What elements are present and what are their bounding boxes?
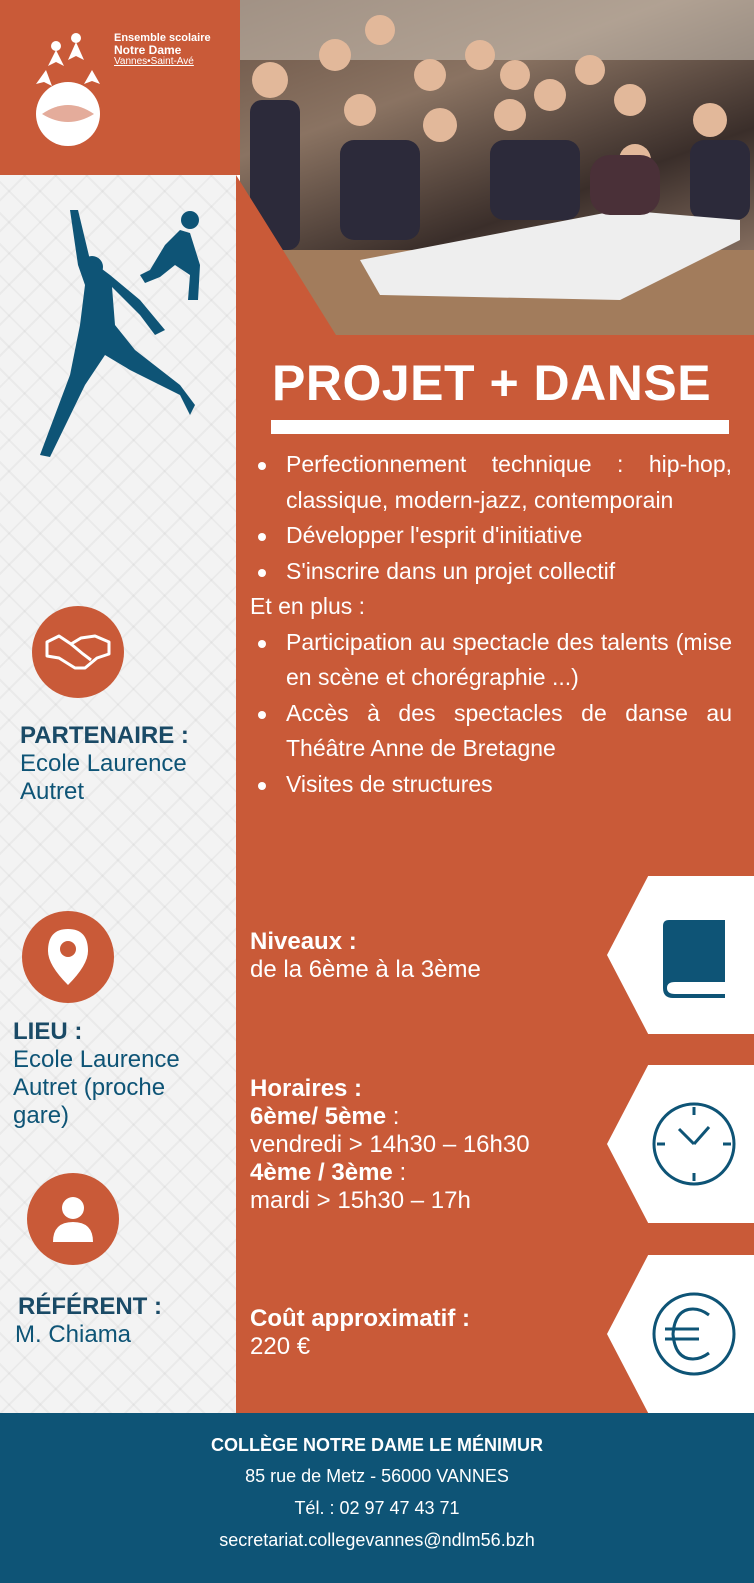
partner-label: PARTENAIRE : — [20, 722, 189, 749]
referent-block — [15, 1293, 162, 1349]
partner-value: Ecole Laurence Autret — [20, 750, 187, 805]
cost-value: 220 € — [250, 1333, 311, 1360]
page-title: PROJET + DANSE — [272, 355, 712, 411]
project-description — [250, 447, 732, 802]
partner-badge — [32, 606, 124, 698]
list-item: S'inscrire dans un projet collectif — [250, 554, 732, 590]
schedule-label: Horaires : — [250, 1075, 363, 1102]
schedule-time1: vendredi > 14h30 – 16h30 — [250, 1131, 530, 1158]
logo-box — [0, 0, 240, 175]
schedule-sep: : — [392, 1159, 407, 1186]
euro-icon — [649, 1289, 739, 1379]
levels-value: de la 6ème à la 3ème — [250, 956, 481, 983]
footer-email[interactable]: secretariat.collegevannes@ndlm56.bzh — [219, 1530, 535, 1550]
logo-line2: Notre Dame — [114, 43, 182, 57]
footer-address: 85 rue de Metz - 56000 VANNES — [245, 1466, 509, 1486]
school-logo-icon — [28, 26, 108, 146]
dancer-icon — [30, 205, 200, 465]
levels-block — [250, 928, 481, 984]
person-icon — [51, 1194, 95, 1244]
referent-badge — [27, 1173, 119, 1265]
partner-block — [20, 722, 220, 806]
place-block — [13, 1018, 213, 1130]
title-underline — [271, 420, 729, 434]
schedule-group2: 4ème / 3ème — [250, 1159, 393, 1186]
logo-line3: Vannes•Saint-Avé — [114, 56, 194, 67]
cost-label: Coût approximatif : — [250, 1305, 470, 1332]
extras-list — [250, 625, 732, 803]
group-photo — [240, 0, 754, 338]
list-item: Participation au spectacle des talents (mise en scène et chorégraphie ...) — [250, 625, 732, 696]
location-pin-icon — [46, 927, 90, 987]
levels-label: Niveaux : — [250, 928, 357, 955]
footer-phone: Tél. : 02 97 47 43 71 — [294, 1498, 460, 1518]
footer-school-name: COLLÈGE NOTRE DAME LE MÉNIMUR — [211, 1435, 543, 1455]
book-icon — [659, 916, 731, 1002]
list-item: Perfectionnement technique : hip-hop, classique, modern-jazz, contemporain — [250, 447, 732, 518]
list-item: Développer l'esprit d'initiative — [250, 518, 732, 554]
referent-label: RÉFÉRENT : — [18, 1293, 162, 1320]
schedule-block — [250, 1075, 530, 1215]
cost-block — [250, 1305, 470, 1361]
place-value: Ecole Laurence Autret (proche gare) — [13, 1046, 180, 1129]
list-item: Accès à des spectacles de danse au Théâtre Anne de Bretagne — [250, 696, 732, 767]
footer — [0, 1413, 754, 1583]
clock-icon — [649, 1099, 739, 1189]
referent-value: M. Chiama — [15, 1321, 132, 1348]
logo-line1: Ensemble scolaire — [114, 32, 211, 44]
schedule-group1: 6ème/ 5ème — [250, 1103, 387, 1130]
schedule-time2: mardi > 15h30 – 17h — [250, 1187, 471, 1214]
logo-text — [114, 32, 211, 68]
place-label: LIEU : — [13, 1018, 83, 1045]
schedule-sep: : — [386, 1103, 400, 1130]
and-more-heading: Et en plus : — [250, 593, 366, 619]
handshake-icon — [45, 632, 111, 672]
location-badge — [22, 911, 114, 1003]
goals-list — [250, 447, 732, 589]
list-item: Visites de structures — [250, 767, 732, 803]
